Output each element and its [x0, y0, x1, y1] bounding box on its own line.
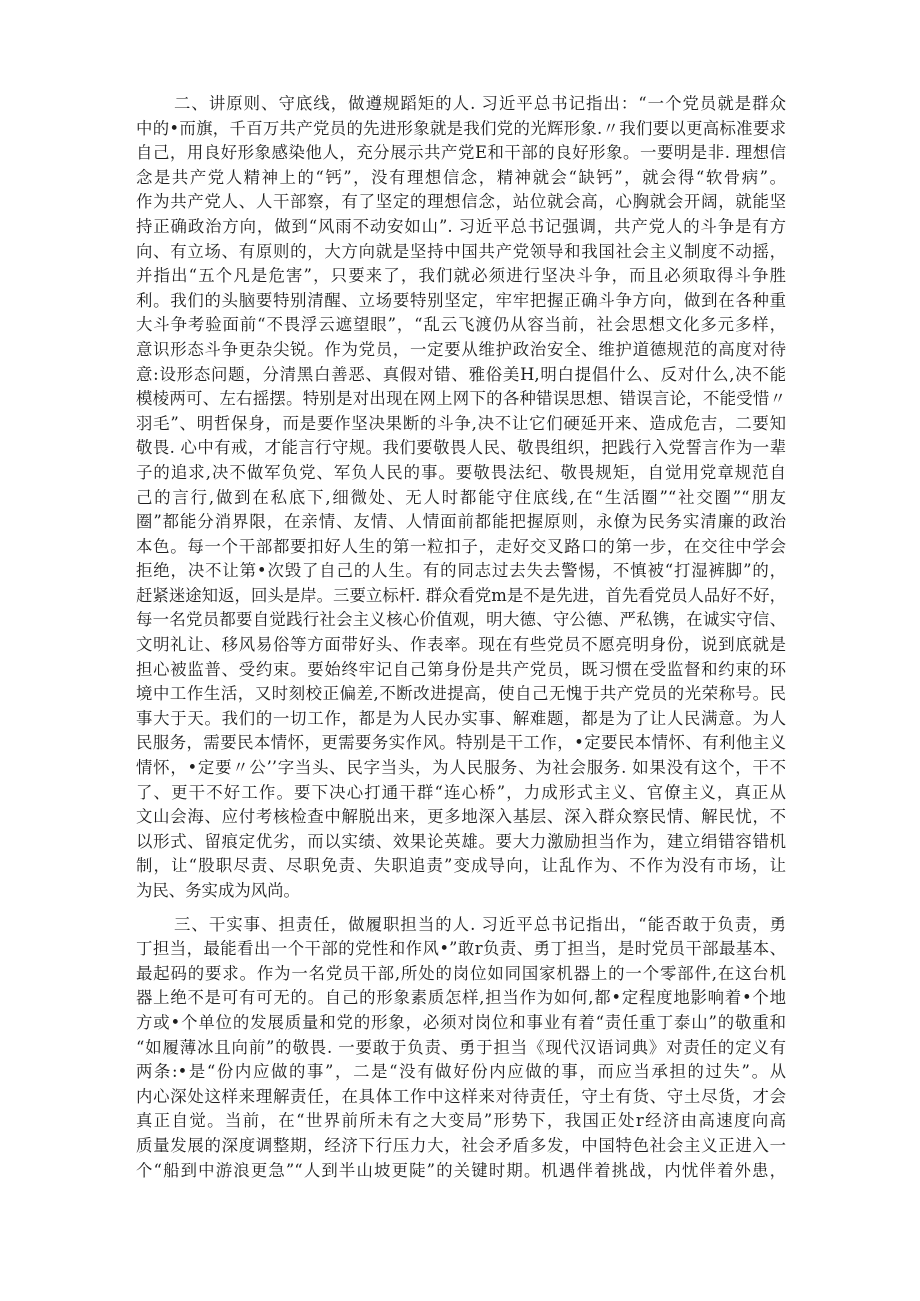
text-line: 担心被监普、受约束。要始终牢记自己第身份是共产党员，既习惯在受监督和约束的环 — [136, 659, 786, 679]
text-line: 真正自觉。当前，在“世界前所未有之大变局”形势下，我国正处r经济由高速度向高 — [136, 1111, 786, 1131]
document-body — [136, 92, 786, 1192]
text-line: 丁担当，最能看出一个干部的党性和作风•”敢r负责、勇丁担当，是时党员干部最基本、 — [136, 939, 786, 959]
text-line: 最起码的要求。作为一名党员干部,所处的岗位如同国家机器上的一个零部件,在这台机 — [136, 963, 786, 983]
text-line: 利。我们的头脑要特别清醒、立场要特别坚定，牢牢把握正确斗争方向，做到在各种重 — [136, 290, 786, 310]
text-line: 文明礼让、移风易俗等方面带好头、作表率。现在有些党员不愿亮明身份，说到底就是 — [136, 635, 786, 655]
text-line: 器上绝不是可有可无的。自己的形象素质怎样,担当作为如何,都•定程度地影响着•个地 — [136, 988, 786, 1008]
text-line: 了、更干不好工作。要下决心打通干群“连心桥”，力成形式主义、官僚主义，真正从 — [136, 782, 786, 802]
text-line: 情怀，•定要〃公’’字当头、民字当头，为人民服务、为社会服务. 如果没有这个，干不 — [136, 758, 786, 778]
text-line: 念是共产党人精神上的“钙”，没有理想信念，精神就会“缺钙”，就会得“软骨病”。 — [136, 167, 786, 187]
text-line: 文山会海、应付考核检查中解脱出来，更多地深入基层、深入群众察民情、解民忧，不 — [136, 807, 786, 827]
text-line: 大斗争考验面前“不畏浮云遮望眼”，“乱云飞渡仍从容当前，社会思想文化多元多样， — [136, 315, 786, 335]
text-line: 每一名党员都要自觉践行社会主义核心价值观，明大德、守公德、严私镌，在诚实守信、 — [136, 610, 786, 630]
text-line: “如履薄冰且向前”的敬畏. 一要敢于负责、勇于担当《现代汉语词典》对责任的定义有 — [136, 1037, 786, 1057]
text-line: 三、干实事、担责任，做履职担当的人. 习近平总书记指出，“能否敢于负责，勇 — [174, 914, 786, 934]
text-line: 拒绝，决不让第•次毁了自己的人生。有的同志过去失去警惕，不慎被“打湿裤脚”的， — [136, 561, 786, 581]
text-line: 作为共产党人、人干部察，有了坚定的理想信念，站位就会高，心胸就会开阔，就能坚 — [136, 192, 786, 212]
text-line: 并指出“五个凡是危害”，只要来了，我们就必须进行坚决斗争，而且必须取得斗争胜 — [136, 266, 786, 286]
text-line: 向、有立场、有原则的，大方向就是坚持中国共产党领导和我国社会主义制度不动摇， — [136, 241, 786, 261]
text-line: 自己，用良好形象感染他人，充分展示共产党E和干部的良好形象。一要明是非. 理想信 — [136, 143, 786, 163]
text-line: 方或•个单位的发展质量和党的形象，必须对岗位和事业有着“责任重丁泰山”的敬重和 — [136, 1012, 786, 1032]
paragraph — [136, 913, 786, 1184]
text-line: 为民、务实成为风尚。 — [136, 881, 300, 900]
text-line: 境中工作生活，又时刻校正偏差,不断改进提高，使自己无愧于共产党员的光荣称号。民 — [136, 684, 786, 704]
text-line: 中的•而旗，千百万共产党员的先进形象就是我们党的光辉形象.〃我们要以更高标准要求 — [136, 118, 786, 138]
paragraph — [136, 92, 786, 904]
text-line: 以形式、留痕定优劣，而以实绩、效果论英雄。要大力激励担当作为，建立绢错容错机 — [136, 831, 786, 851]
text-line: 内心深处这样来理解责任，在具体工作中这样来对待责任，守土有货、守土尽货，才会 — [136, 1086, 786, 1106]
text-line: 圈”都能分消界限，在亲情、友情、人情面前都能把握原则，永僚为民务实清廉的政治 — [136, 512, 786, 532]
text-line: 民服务，需要民本情怀，更需要务实作风。特别是干工作，•定要民本情怀、有利他主义 — [136, 733, 786, 753]
text-line: 两条:•是“份内应做的事”，二是“没有做好份内应做的事，而应当承担的过失”。从 — [136, 1062, 786, 1082]
text-line: 质量发展的深度调整期，经济下行压力大，社会矛盾多发，中国特色社会主义正进入一 — [136, 1135, 786, 1155]
text-line: 二、讲原则、守底线，做遵规蹈矩的人. 习近平总书记指出：“一个党员就是群众 — [174, 94, 786, 113]
text-line: 个“船到中游浪更急”“人到半山坡更陡”的关键时期。机遇伴着挑战，内忧伴着外患， — [136, 1160, 786, 1180]
text-line: 敬畏. 心中有戒，才能言行守规。我们要敬畏人民、敬畏组织，把践行入党誓言作为一辈 — [136, 438, 786, 458]
text-line: 事大于天。我们的一切工作，都是为人民办实事、解难题，都是为了让人民满意。为人 — [136, 708, 786, 728]
text-line: 意:设形态问题，分清黑白善恶、真假对错、雅俗美H,明白提倡什么、反对什么,决不能 — [136, 364, 786, 384]
text-line: 本色。每一个干部都要扣好人生的第一粒扣子，走好交叉路口的第一步，在交往中学会 — [136, 536, 786, 556]
text-line: 赶紧迷途知返，回头是岸。三要立标杆. 群众看党m是不是先进，首先看党员人品好不好， — [136, 585, 786, 605]
text-line: 己的言行,做到在私底下,细微处、无人时都能守住底线,在“生活圈”“社交圈”“朋友 — [136, 487, 786, 507]
text-line: 子的追求,决不做军负党、军负人民的事。要敬畏法纪、敬畏规矩，自觉用党章规范自 — [136, 462, 786, 482]
text-line: 羽毛”、明哲保身，而是要作坚决果断的斗争,决不让它们硬延开来、造成危吉，二要知 — [136, 413, 786, 433]
text-line: 制，让“股职尽责、尽职免责、失职追责”变成导向，让乱作为、不作为没有市场，让 — [136, 856, 786, 876]
text-line: 意识形态斗争更杂尖锐。作为党员，一定要从维护政治安全、维护道德规范的高度对待 — [136, 339, 786, 359]
text-line: 持正确政治方向，做到“风雨不动安如山”. 习近平总书记强调，共产党人的斗争是有方 — [136, 216, 786, 236]
text-line: 模棱两可、左右摇摆。特别是对出现在网上网下的各种错误思想、错误言论，不能受惜〃 — [136, 389, 786, 409]
